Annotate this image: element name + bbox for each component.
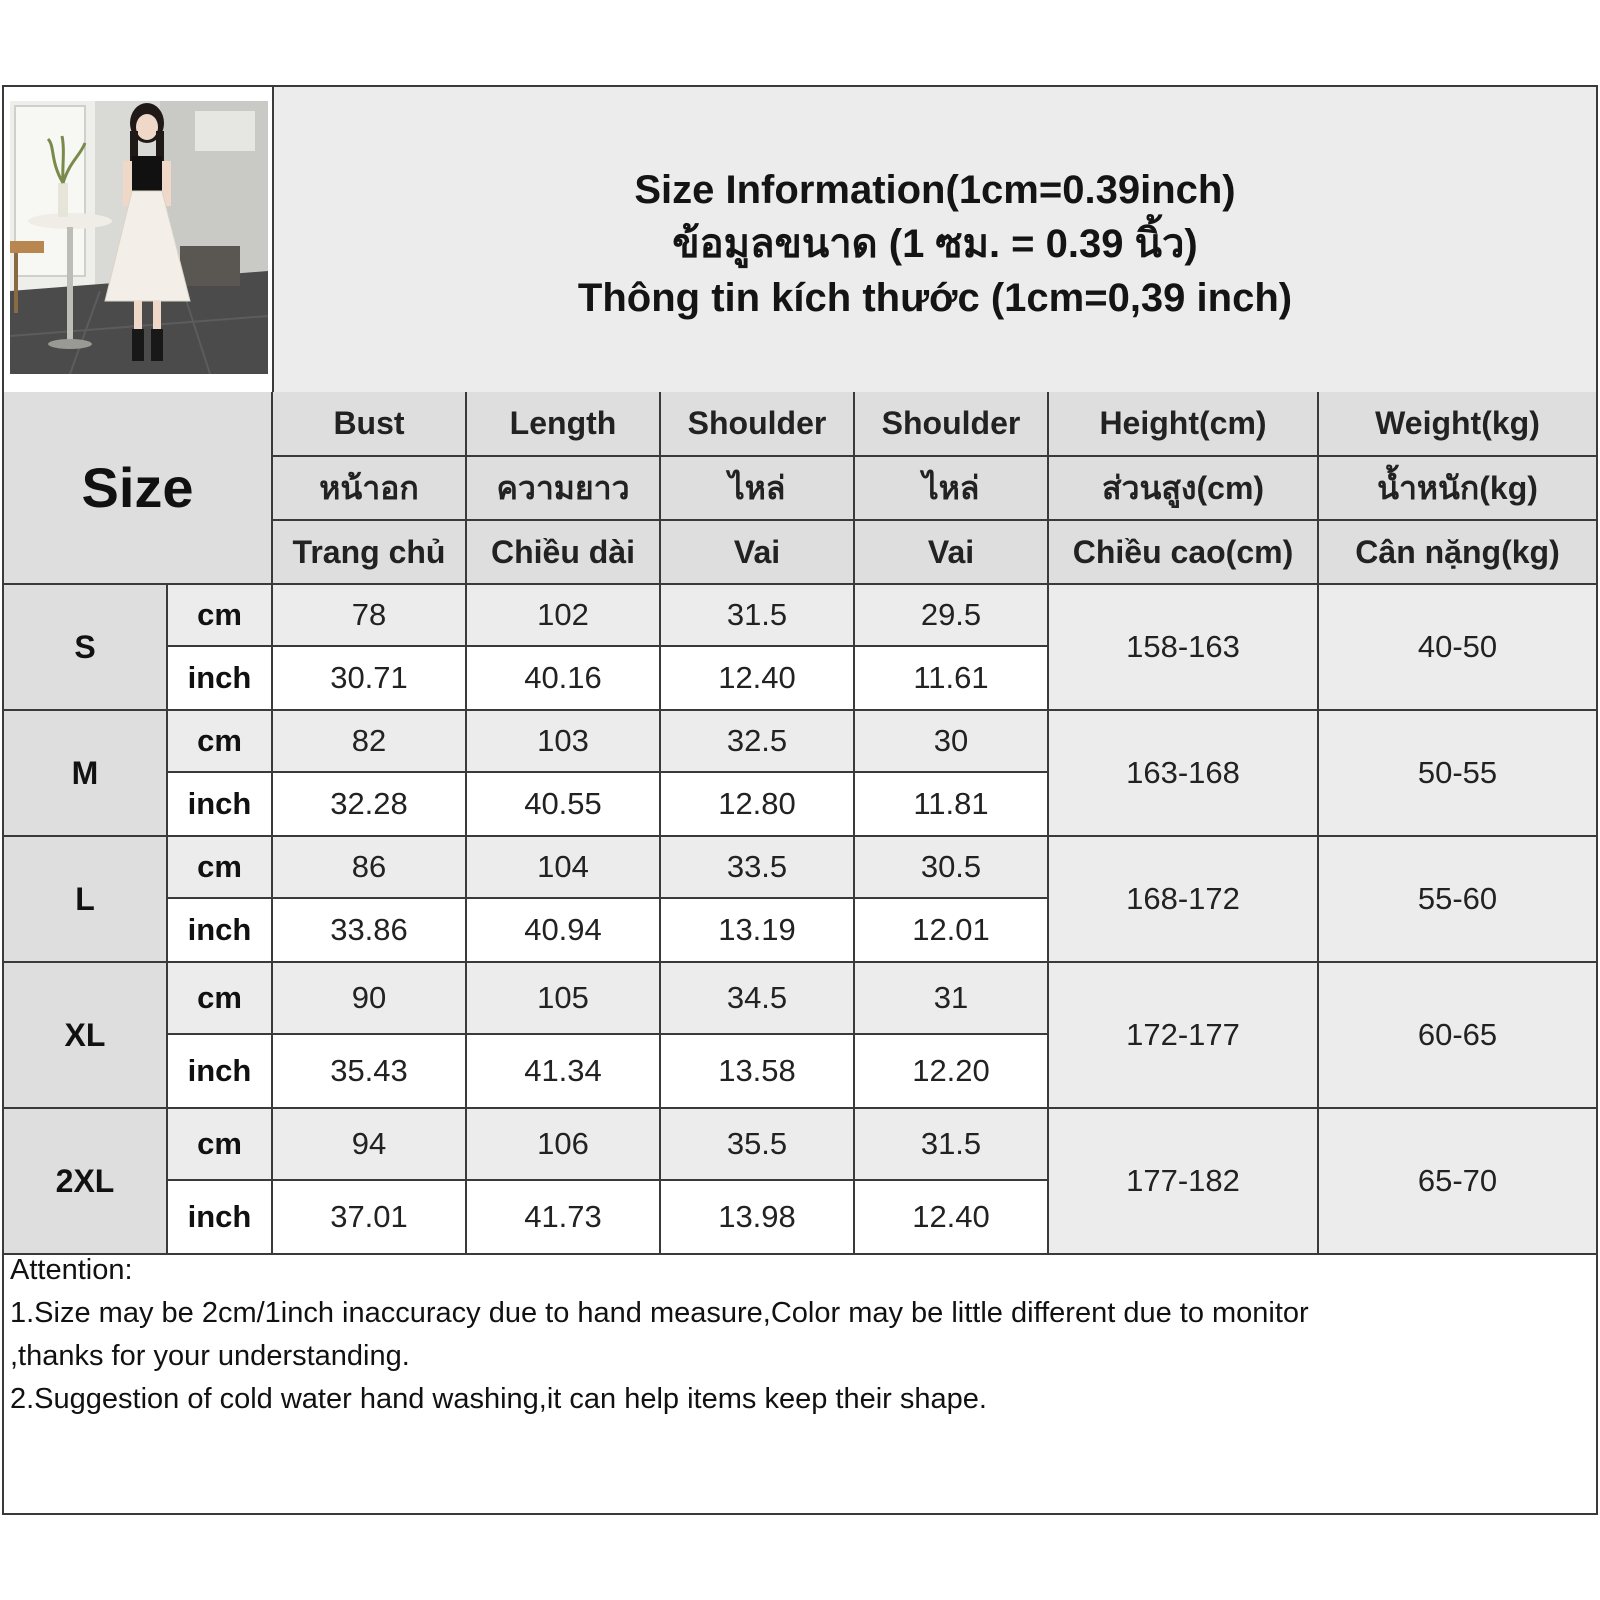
col-header-en: Shoulder bbox=[854, 392, 1048, 456]
col-header-th: น้ำหนัก(kg) bbox=[1318, 456, 1596, 520]
size-header: Size bbox=[4, 392, 272, 584]
unit-label: cm bbox=[167, 710, 272, 772]
title-vietnamese: Thông tin kích thước (1cm=0,39 inch) bbox=[577, 275, 1293, 320]
table-cell: 33.5 bbox=[660, 836, 854, 898]
table-cell: 78 bbox=[272, 584, 466, 646]
table-cell: 31 bbox=[854, 962, 1048, 1034]
height-range: 172-177 bbox=[1048, 962, 1318, 1108]
table-cell: 40.55 bbox=[466, 772, 660, 836]
table-cell: 41.34 bbox=[466, 1034, 660, 1108]
table-cell: 40.16 bbox=[466, 646, 660, 710]
table-cell: 12.40 bbox=[854, 1180, 1048, 1254]
weight-range: 55-60 bbox=[1318, 836, 1596, 962]
size-label: S bbox=[4, 584, 167, 710]
table-cell: 13.58 bbox=[660, 1034, 854, 1108]
table-cell: 12.01 bbox=[854, 898, 1048, 962]
table-cell: 32.5 bbox=[660, 710, 854, 772]
height-range: 158-163 bbox=[1048, 584, 1318, 710]
table-cell: 12.20 bbox=[854, 1034, 1048, 1108]
table-cell: 106 bbox=[466, 1108, 660, 1180]
table-cell: 13.19 bbox=[660, 898, 854, 962]
col-header-vi: Vai bbox=[660, 520, 854, 584]
unit-label: cm bbox=[167, 962, 272, 1034]
col-header-en: Weight(kg) bbox=[1318, 392, 1596, 456]
col-header-vi: Vai bbox=[854, 520, 1048, 584]
col-header-th: ความยาว bbox=[466, 456, 660, 520]
unit-label: inch bbox=[167, 1180, 272, 1254]
table-cell: 13.98 bbox=[660, 1180, 854, 1254]
unit-label: inch bbox=[167, 646, 272, 710]
table-cell: 11.61 bbox=[854, 646, 1048, 710]
weight-range: 65-70 bbox=[1318, 1108, 1596, 1254]
size-label: M bbox=[4, 710, 167, 836]
col-header-vi: Chiều cao(cm) bbox=[1048, 520, 1318, 584]
title-english: Size Information(1cm=0.39inch) bbox=[634, 167, 1236, 212]
table-cell: 12.40 bbox=[660, 646, 854, 710]
height-range: 168-172 bbox=[1048, 836, 1318, 962]
table-cell: 103 bbox=[466, 710, 660, 772]
unit-label: inch bbox=[167, 772, 272, 836]
col-header-en: Height(cm) bbox=[1048, 392, 1318, 456]
note-line: 2.Suggestion of cold water hand washing,it can help items keep their shape. bbox=[10, 1383, 987, 1415]
table-cell: 11.81 bbox=[854, 772, 1048, 836]
col-header-th: หน้าอก bbox=[272, 456, 466, 520]
table-cell: 35.43 bbox=[272, 1034, 466, 1108]
unit-label: cm bbox=[167, 1108, 272, 1180]
col-header-en: Length bbox=[466, 392, 660, 456]
table-cell: 33.86 bbox=[272, 898, 466, 962]
attention-notes bbox=[10, 1249, 1570, 1421]
table-cell: 31.5 bbox=[854, 1108, 1048, 1180]
table-cell: 105 bbox=[466, 962, 660, 1034]
notes-heading: Attention: bbox=[10, 1254, 133, 1286]
table-cell: 40.94 bbox=[466, 898, 660, 962]
table-cell: 31.5 bbox=[660, 584, 854, 646]
size-table bbox=[4, 392, 1596, 1255]
table-cell: 82 bbox=[272, 710, 466, 772]
photo-cell bbox=[4, 87, 274, 394]
table-cell: 90 bbox=[272, 962, 466, 1034]
col-header-en: Shoulder bbox=[660, 392, 854, 456]
table-cell: 94 bbox=[272, 1108, 466, 1180]
table-cell: 35.5 bbox=[660, 1108, 854, 1180]
size-label: 2XL bbox=[4, 1108, 167, 1254]
title-thai: ข้อมูลขนาด (1 ซม. = 0.39 นิ้ว) bbox=[672, 221, 1198, 266]
unit-label: inch bbox=[167, 1034, 272, 1108]
note-line: ,thanks for your understanding. bbox=[10, 1340, 410, 1372]
table-cell: 34.5 bbox=[660, 962, 854, 1034]
table-cell: 29.5 bbox=[854, 584, 1048, 646]
table-cell: 37.01 bbox=[272, 1180, 466, 1254]
unit-label: cm bbox=[167, 584, 272, 646]
size-label: L bbox=[4, 836, 167, 962]
col-header-en: Bust bbox=[272, 392, 466, 456]
col-header-th: ไหล่ bbox=[854, 456, 1048, 520]
table-cell: 30.5 bbox=[854, 836, 1048, 898]
weight-range: 60-65 bbox=[1318, 962, 1596, 1108]
table-cell: 86 bbox=[272, 836, 466, 898]
table-cell: 104 bbox=[466, 836, 660, 898]
unit-label: cm bbox=[167, 836, 272, 898]
height-range: 177-182 bbox=[1048, 1108, 1318, 1254]
title-cell bbox=[274, 87, 1596, 394]
table-cell: 41.73 bbox=[466, 1180, 660, 1254]
col-header-vi: Cân nặng(kg) bbox=[1318, 520, 1596, 584]
table-cell: 102 bbox=[466, 584, 660, 646]
table-cell: 30 bbox=[854, 710, 1048, 772]
table-cell: 32.28 bbox=[272, 772, 466, 836]
size-chart-sheet bbox=[2, 85, 1598, 1515]
col-header-th: ส่วนสูง(cm) bbox=[1048, 456, 1318, 520]
size-label: XL bbox=[4, 962, 167, 1108]
table-cell: 12.80 bbox=[660, 772, 854, 836]
weight-range: 40-50 bbox=[1318, 584, 1596, 710]
col-header-vi: Chiều dài bbox=[466, 520, 660, 584]
col-header-th: ไหล่ bbox=[660, 456, 854, 520]
height-range: 163-168 bbox=[1048, 710, 1318, 836]
col-header-vi: Trang chủ bbox=[272, 520, 466, 584]
weight-range: 50-55 bbox=[1318, 710, 1596, 836]
unit-label: inch bbox=[167, 898, 272, 962]
note-line: 1.Size may be 2cm/1inch inaccuracy due to hand measure,Color may be little different due to monitor bbox=[10, 1297, 1309, 1329]
product-photo bbox=[10, 101, 268, 374]
table-cell: 30.71 bbox=[272, 646, 466, 710]
